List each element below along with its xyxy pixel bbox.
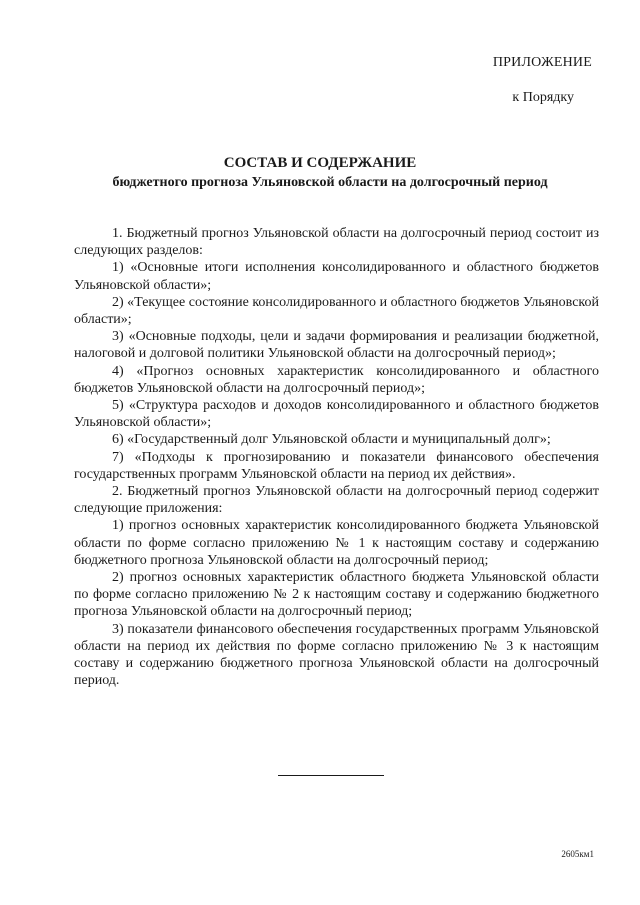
paragraph-2-item-3: 3) показатели финансового обеспечения государственных программ Ульяновской области на период их действия по форме согласно приложению № 3 к настоящим составу и содержанию бюджетного прогноза Ульяновской области на долгосрочный период. [74, 621, 599, 689]
paragraph-2-item-2: 2) прогноз основных характеристик областного бюджета Ульяновской области по форме согласно приложению № 2 к настоящим составу и содержанию бюджетного прогноза Ульяновской области на долгосрочный период; [74, 570, 599, 620]
footer-code: 2605км1 [561, 849, 594, 859]
appendix-reference: к Порядку [512, 90, 574, 105]
document-subtitle: бюджетного прогноза Ульяновской области на долгосрочный период [112, 175, 548, 190]
paragraph-2-item-1: 1) прогноз основных характеристик консолидированного бюджета Ульяновской области по форме согласно приложению № 1 к настоящим составу и содержанию бюджетного прогноза Ульяновской области на долгосрочный период; [74, 518, 599, 568]
paragraph-1-item-6: 6) «Государственный долг Ульяновской области и муниципальный долг»; [112, 432, 551, 448]
paragraph-1-item-4: 4) «Прогноз основных характеристик консолидированного и областного бюджетов Ульяновской области на долгосрочный период»; [74, 363, 599, 396]
document-body [74, 225, 599, 689]
paragraph-1-item-1: 1) «Основные итоги исполнения консолидированного и областного бюджетов Ульяновской области»; [74, 260, 599, 293]
appendix-label: ПРИЛОЖЕНИЕ [492, 55, 592, 70]
paragraph-1-item-2: 2) «Текущее состояние консолидированного и областного бюджетов Ульяновской области»; [74, 294, 599, 328]
paragraph-1: 1. Бюджетный прогноз Ульяновской области на долгосрочный период состоит из следующих разделов: [74, 226, 599, 259]
paragraph-2: 2. Бюджетный прогноз Ульяновской области на долгосрочный период содержит следующие приложения: [74, 484, 599, 517]
paragraph-1-item-7: 7) «Подходы к прогнозированию и показатели финансового обеспечения государственных программ Ульяновской области на период их действия». [74, 449, 599, 482]
paragraph-1-item-5: 5) «Структура расходов и доходов консолидированного и областного бюджетов Ульяновской области»; [74, 398, 599, 431]
closing-rule [278, 775, 384, 776]
document-title: СОСТАВ И СОДЕРЖАНИЕ [223, 155, 417, 171]
paragraph-1-item-3: 3) «Основные подходы, цели и задачи формирования и реализации бюджетной, налоговой и долговой политики Ульяновской области на долгосрочный период»; [74, 329, 599, 362]
